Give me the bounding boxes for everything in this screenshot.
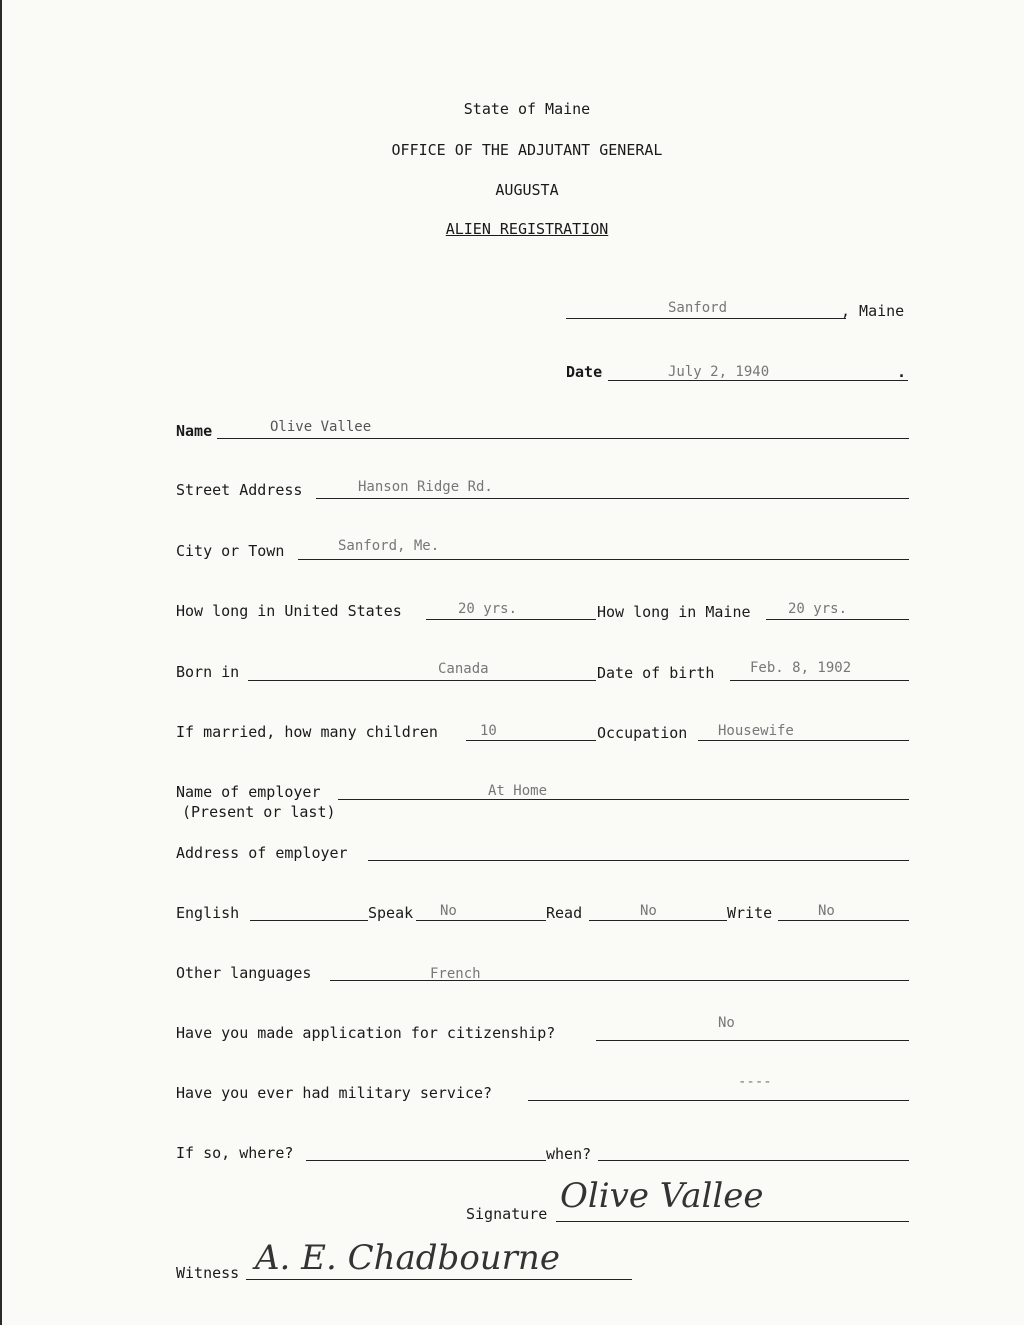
date-value: July 2, 1940 <box>668 364 770 380</box>
name-label: Name <box>176 422 213 440</box>
read-value: No <box>640 903 657 919</box>
children-value: 10 <box>480 723 497 739</box>
occupation-value: Housewife <box>718 723 794 739</box>
witness-handwriting: A. E. Chadbourne <box>255 1238 560 1278</box>
military-line <box>528 1100 909 1101</box>
when-line <box>598 1160 909 1161</box>
citizenship-line <box>596 1040 909 1041</box>
employer-label: Name of employer <box>176 783 321 801</box>
signature-label: Signature <box>466 1205 548 1223</box>
maine-label: , Maine <box>841 302 905 320</box>
read-line <box>589 920 727 921</box>
town-value: Sanford <box>668 300 728 316</box>
date-dot: . <box>897 363 907 381</box>
us-time-value: 20 yrs. <box>458 601 518 617</box>
english-line <box>250 920 368 921</box>
write-line <box>778 920 909 921</box>
english-label: English <box>176 904 240 922</box>
street-label: Street Address <box>176 481 303 499</box>
dob-line <box>730 680 909 681</box>
citizenship-value: No <box>718 1015 735 1031</box>
speak-line <box>416 920 546 921</box>
read-label: Read <box>546 904 583 922</box>
name-value: Olive Vallee <box>270 419 372 435</box>
street-value: Hanson Ridge Rd. <box>358 479 493 495</box>
maine-time-label: How long in Maine <box>597 603 751 621</box>
born-line <box>248 680 596 681</box>
born-label: Born in <box>176 663 240 681</box>
write-value: No <box>818 903 835 919</box>
city-heading: AUGUSTA <box>495 181 559 199</box>
date-label: Date <box>566 363 603 381</box>
state-heading: State of Maine <box>463 100 591 118</box>
witness-line <box>246 1279 632 1280</box>
maine-time-line <box>766 619 909 620</box>
office-heading: OFFICE OF THE ADJUTANT GENERAL <box>391 141 663 159</box>
us-time-line <box>426 619 596 620</box>
witness-label: Witness <box>176 1264 240 1282</box>
town-line <box>566 318 846 319</box>
employer-address-label: Address of employer <box>176 844 348 862</box>
speak-label: Speak <box>368 904 414 922</box>
dob-label: Date of birth <box>597 664 715 682</box>
city-label: City or Town <box>176 542 285 560</box>
employer-sublabel: (Present or last) <box>182 803 336 821</box>
born-value: Canada <box>438 661 489 677</box>
employer-line <box>338 799 909 800</box>
signature-line <box>556 1221 909 1222</box>
children-line <box>466 740 596 741</box>
children-label: If married, how many children <box>176 723 438 741</box>
other-languages-label: Other languages <box>176 964 312 982</box>
write-label: Write <box>727 904 773 922</box>
military-label: Have you ever had military service? <box>176 1084 493 1102</box>
citizenship-label: Have you made application for citizenship? <box>176 1024 556 1042</box>
date-line <box>608 380 908 381</box>
form-title <box>0 220 1024 238</box>
city-value: Sanford, Me. <box>338 538 440 554</box>
maine-time-value: 20 yrs. <box>788 601 848 617</box>
occupation-line <box>698 740 909 741</box>
where-label: If so, where? <box>176 1144 294 1162</box>
where-line <box>306 1160 546 1161</box>
us-time-label: How long in United States <box>176 602 402 620</box>
dob-value: Feb. 8, 1902 <box>750 660 852 676</box>
other-languages-value: French <box>430 966 481 982</box>
speak-value: No <box>440 903 457 919</box>
form-title-text: ALIEN REGISTRATION <box>445 220 609 238</box>
name-line <box>217 438 909 439</box>
signature-handwriting: Olive Vallee <box>560 1176 764 1216</box>
when-label: when? <box>546 1145 592 1163</box>
military-value: ---- <box>738 1074 772 1090</box>
employer-address-line <box>368 860 909 861</box>
employer-value: At Home <box>488 783 548 799</box>
occupation-label: Occupation <box>597 724 688 742</box>
other-languages-line <box>330 980 909 981</box>
street-line <box>316 498 909 499</box>
city-line <box>298 559 909 560</box>
